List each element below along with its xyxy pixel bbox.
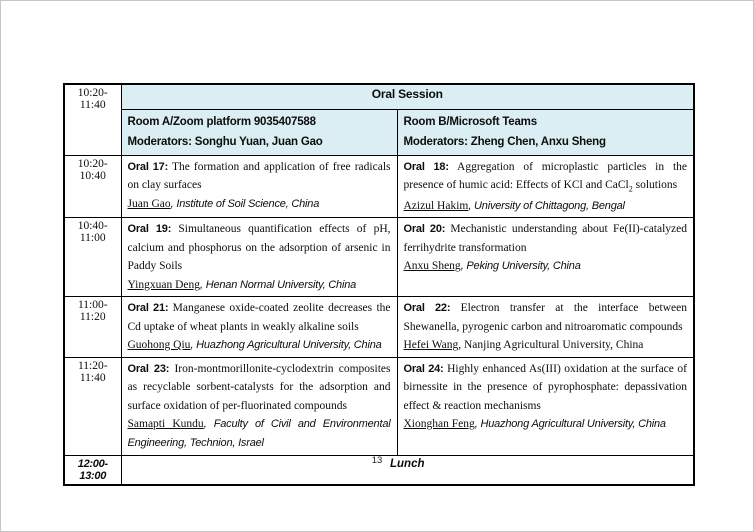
session-entry [121, 297, 397, 358]
lunch-time-cell: 12:00-13:00 [64, 455, 121, 485]
session-entry [397, 357, 694, 455]
session-entry [121, 155, 397, 217]
speaker-affiliation: , Faculty of Civil and Environmental Engineering, Technion, Israel [127, 418, 391, 449]
speaker-name: Samapti Kundu [127, 418, 204, 431]
page-number: 13 [371, 455, 383, 466]
talk-title: Simultaneous quantification effects of pH, calcium and phosphorus on the adsorption of arsenic in Paddy Soils [127, 223, 391, 273]
speaker-name: Xionghan Feng [403, 418, 475, 431]
speaker-name: Yingxuan Deng [127, 278, 201, 291]
session-time-cell: 10:20-11:40 [64, 84, 121, 155]
session-entry [397, 218, 694, 297]
speaker-name: Anxu Sheng [403, 260, 461, 273]
moderators: Moderators: Zheng Chen, Anxu Sheng [403, 136, 606, 149]
session-entry [121, 218, 397, 297]
speaker-name: Azizul Hakim [403, 199, 469, 212]
speaker-affiliation: , Huazhong Agricultural University, China [190, 339, 382, 352]
room-a-header [121, 109, 397, 155]
room-name: Room B/Microsoft Teams [403, 115, 537, 128]
speaker-name: Hefei Wang [403, 339, 459, 352]
talk-title: solutions [632, 179, 678, 192]
speaker-affiliation: , Nanjing Agricultural University, China [458, 339, 644, 352]
talk-title: Manganese oxide-coated zeolite decreases the Cd uptake of wheat plants in weakly alkaline soils [127, 302, 391, 333]
room-name: Room A/Zoom platform 9035407588 [127, 115, 316, 128]
oral-label: Oral 17: [127, 160, 169, 173]
talk-title: The formation and application of free radicals on clay surfaces [127, 160, 391, 192]
oral-label: Oral 24: [403, 362, 444, 375]
time-cell: 10:20-10:40 [64, 155, 121, 217]
session-entry [121, 357, 397, 455]
oral-label: Oral 21: [127, 302, 169, 315]
speaker-affiliation: , Institute of Soil Science, China [170, 197, 320, 210]
time-cell: 11:00-11:20 [64, 297, 121, 358]
oral-label: Oral 23: [127, 362, 170, 375]
talk-title: Highly enhanced As(III) oxidation at the surface of birnessite in the presence of pyrophosphate: depassivation effect & reaction mechanisms [403, 362, 687, 412]
time-cell: 11:20-11:40 [64, 357, 121, 455]
oral-session-header: Oral Session [121, 84, 694, 109]
speaker-affiliation: , Peking University, China [460, 260, 581, 273]
time-cell: 10:40-11:00 [64, 218, 121, 297]
speaker-name: Juan Gao [127, 197, 171, 210]
talk-title: Iron-montmorillonite-cyclodextrin composites as recyclable sorbent-catalysts for the adsorption and surface oxidation of per-fluorinated compounds [127, 362, 391, 412]
room-b-header [397, 109, 694, 155]
oral-label: Oral 22: [403, 302, 451, 315]
talk-title: Mechanistic understanding about Fe(II)-catalyzed ferrihydrite transformation [403, 223, 688, 254]
oral-label: Oral 20: [403, 223, 446, 236]
schedule-table [63, 83, 695, 486]
session-entry [397, 297, 694, 358]
session-entry [397, 155, 694, 217]
lunch-cell: Lunch [121, 455, 694, 485]
speaker-name: Guohong Qiu [127, 339, 191, 352]
oral-label: Oral 18: [403, 160, 449, 173]
subscript: 2 [628, 184, 633, 194]
talk-title: Electron transfer at the interface between Shewanella, pyrogenic carbon and nitroaromatic compounds [403, 302, 688, 333]
oral-label: Oral 19: [127, 223, 172, 236]
speaker-affiliation: , Huazhong Agricultural University, China [474, 418, 666, 431]
talk-title: Aggregation of microplastic particles in the presence of humic acid: Effects of KCl and CaCl [403, 160, 688, 192]
speaker-affiliation: , University of Chittagong, Bengal [468, 199, 625, 212]
speaker-affiliation: , Henan Normal University, China [200, 278, 357, 291]
moderators: Moderators: Songhu Yuan, Juan Gao [127, 136, 323, 149]
